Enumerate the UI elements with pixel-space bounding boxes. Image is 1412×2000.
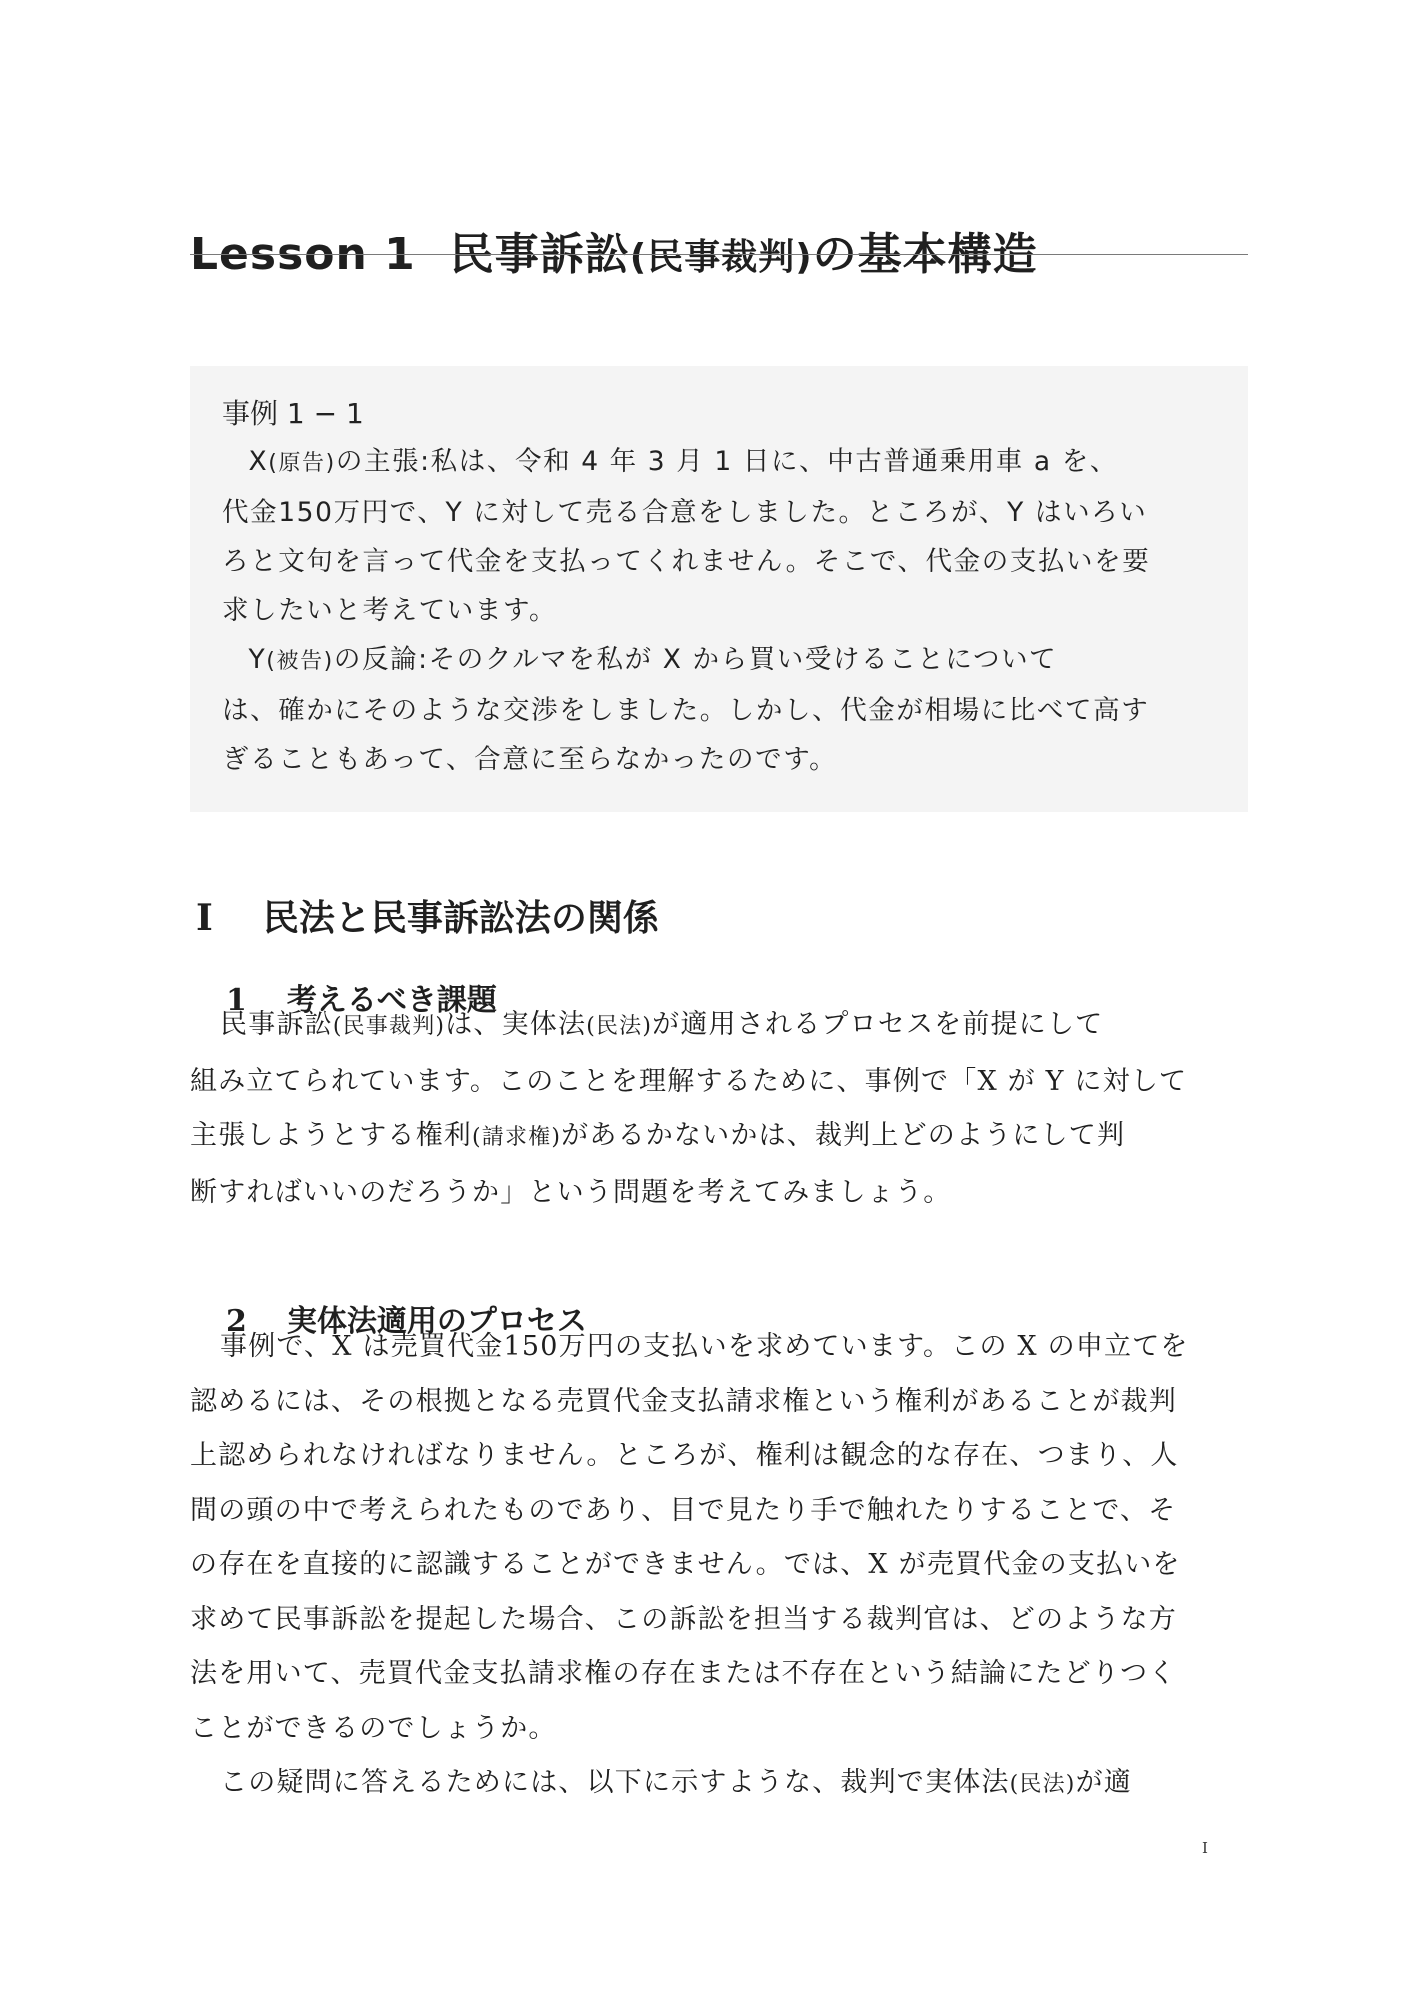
body-line: 認めるには、その根拠となる売買代金支払請求権という権利があることが裁判 [190,1385,1177,1417]
case-claim-role: (原告) [268,451,336,476]
body-line: の存在を直接的に認識することができません。では、X が売買代金の支払いを [190,1549,1181,1580]
body-text: があるかないかは、裁判上どのようにして判 [561,1120,1126,1151]
body-text: この疑問に答えるためには、以下に示すような、裁判で実体法 [220,1767,1010,1798]
case-claim-line: の主張:私は、令和 4 年 3 月 1 日に、中古普通乗用車 a を、 [335,446,1118,477]
case-rebuttal-line: は、確かにそのような交渉をしました。しかし、代金が相場に比べて高す [222,695,1150,726]
case-claim-line: 求したいと考えています。 [222,595,558,626]
lesson-title [190,225,1248,288]
subsection-number: 2 [226,1304,247,1339]
subsection-title: 実体法適用のプロセス [286,1304,587,1339]
body-paragraph-1 [190,998,1248,1220]
case-label: 事例 1 − 1 [222,397,364,430]
page-number: I [1202,1839,1208,1857]
subsection-title: 考えるべき課題 [286,983,497,1018]
body-paren: (民事裁判) [332,1014,446,1039]
case-claim-line: 代金150万円で、Y に対して売る合意をしました。ところが、Y はいろい [222,497,1148,528]
body-paren: (請求権) [472,1125,562,1150]
case-claim-paragraph [222,437,1212,635]
body-line: 法を用いて、売買代金支払請求権の存在または不存在という結論にたどりつく [190,1658,1177,1689]
body-line [190,1109,1248,1166]
section-heading [196,892,659,945]
body-line: 断すればいいのだろうか」という問題を考えてみましょう。 [190,1176,952,1208]
case-rebuttal-party: Y [248,644,267,675]
body-line: 間の頭の中で考えられたものであり、目で見たり手で触れたりすることで、そ [190,1494,1177,1526]
section-title: 民法と民事訴訟法の関係 [262,897,659,939]
case-rebuttal-line: の反論:そのクルマを私が X から買い受けることについて [333,644,1058,675]
body-line [190,998,1248,1055]
body-line [190,1756,1248,1813]
body-text: が適用されるプロセスを前提にして [652,1009,1104,1040]
case-rebuttal-line: ぎることもあって、合意に至らなかったのです。 [222,744,838,775]
lesson-title-tail: の基本構造 [812,229,1038,281]
body-paragraph-2 [190,1320,1248,1756]
body-text: が適 [1075,1767,1132,1798]
case-claim-line: ろと文句を言って代金を支払ってくれません。そこで、代金の支払いを要 [222,546,1151,577]
case-box [190,366,1248,812]
section-number: Ⅰ [196,896,213,939]
case-rebuttal-paragraph [222,635,1212,784]
case-claim-party: X [248,446,269,477]
body-paragraph-3 [190,1756,1248,1813]
body-line: 事例で、X は売買代金150万円の支払いを求めています。この X の申立てを [220,1331,1189,1362]
case-body [222,437,1212,784]
body-paren: (民法) [1009,1772,1076,1797]
case-rebuttal-role: (被告) [266,649,334,674]
body-line: ことができるのでしょうか。 [190,1712,557,1744]
subsection-number: 1 [226,983,247,1018]
lesson-number: Lesson 1 [190,229,416,281]
lesson-title-paren: (民事裁判) [629,237,813,279]
body-text: 主張しようとする権利 [190,1120,472,1151]
body-text: 民事訴訟 [220,1009,333,1040]
body-text: は、実体法 [445,1009,587,1040]
title-underline [190,254,1248,255]
body-line: 上認められなければなりません。ところが、権利は観念的な存在、つまり、人 [190,1440,1179,1471]
lesson-title-main: 民事訴訟 [449,229,630,281]
body-paren: (民法) [586,1014,653,1039]
body-line: 組み立てられています。このことを理解するために、事例で「X が Y に対して [190,1065,1188,1097]
body-line: 求めて民事訴訟を提起した場合、この訴訟を担当する裁判官は、どのような方 [190,1603,1177,1635]
